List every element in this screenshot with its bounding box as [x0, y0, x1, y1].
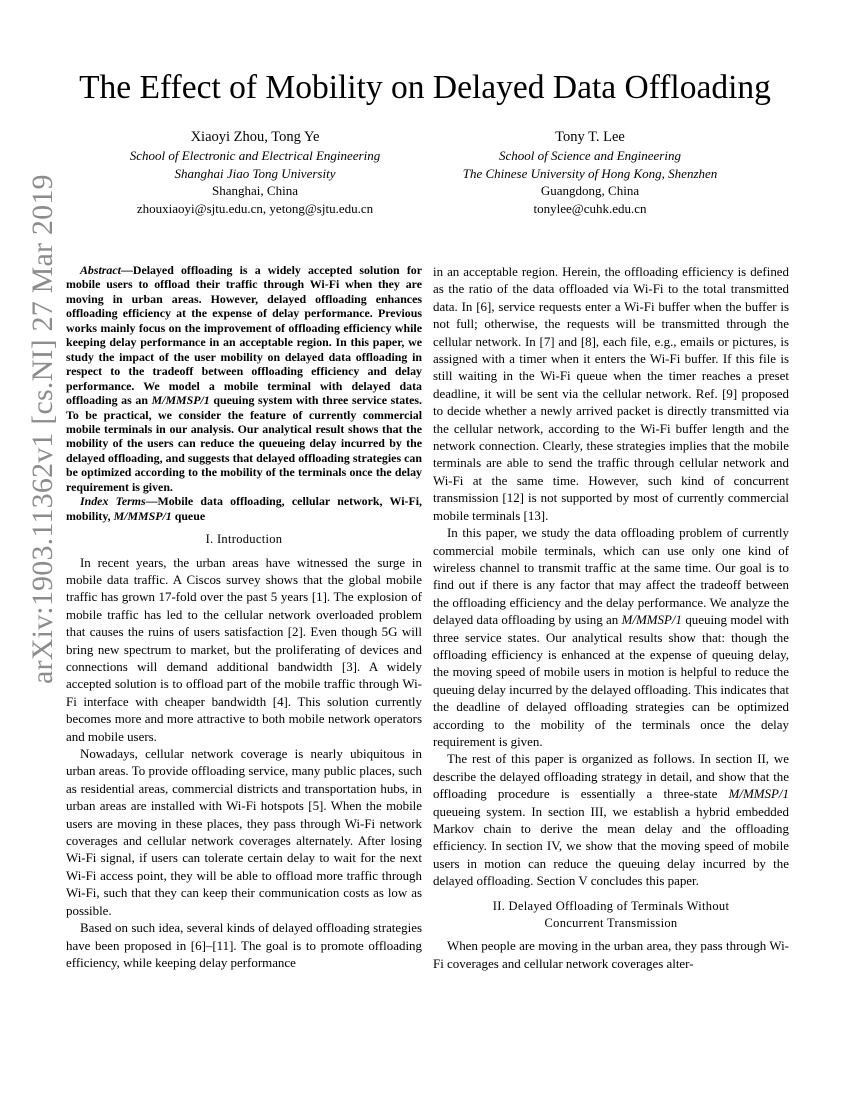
section-heading-introduction: I. Introduction — [205, 532, 283, 547]
paragraph-text: In this paper, we study the data offloading problem of currently commercial mobile terminals, which can use only one kind of wireless channel to transmit traffic at the same time. Our goal is to find out if there is any factor that may affect the tradeoff between the offloading efficiency and the delay performance. We analyze the delayed data offloading by using an — [433, 525, 789, 628]
paragraph: When people are moving in the urban area, they pass through Wi-Fi coverages and cellular network coverages alter- — [433, 938, 789, 971]
index-terms — [66, 494, 422, 523]
index-terms-text: queue — [171, 508, 206, 523]
left-column — [66, 263, 422, 971]
author-university: The Chinese University of Hong Kong, Shenzhen — [462, 165, 718, 181]
queue-model-name: M/MMSP/1 — [728, 786, 789, 802]
paragraph-text: queueing system. In section III, we establish a hybrid embedded Markov chain to derive the mean delay and the offloading efficiency. In section IV, we show that the moving speed of mobile users in motion can reduce the queuing delay incurred by the delayed offloading. Section V concludes this paper. — [433, 803, 789, 889]
index-terms-label: Index Terms — [80, 494, 146, 509]
author-block-left — [70, 128, 440, 217]
author-names: Tony T. Lee — [555, 129, 625, 145]
author-department: School of Electronic and Electrical Engineering — [129, 148, 381, 163]
section-heading-line: Concurrent Transmission — [544, 916, 678, 931]
abstract-text: —Delayed offloading is a widely accepted solution for mobile users to offload their traffic through Wi-Fi when they are moving in urban areas. However, delayed offloading enhances offloading efficiency at the expense of delay performance. Previous works mainly focus on the improvement of offloading efficiency while keeping delay performance in an acceptable region. In this paper, we study the impact of the user mobility on delayed data offloading in respect to the tradeoff between offloading efficiency and delay performance. We model a mobile terminal with delayed data offloading as an — [66, 263, 422, 408]
paragraph-continued: in an acceptable region. Herein, the offloading efficiency is defined as the ratio of the data offloaded via Wi-Fi to the total transmitted data. In [6], service requests enter a Wi-Fi buffer when the buffer is not full; otherwise, the requests will be transmitted through the cellular network. In [7] and [8], each file, e.g., emails or pictures, is assigned with a timer when it enters the Wi-Fi buffer. If this file is still waiting in the Wi-Fi queue when the timer reaches a preset deadline, it will be sent via the cellular network. Ref. [9] proposed to decide whether a newly arrived packet is directly transmitted via the cellular network, according to the Wi-Fi buffer length and the network connection. Clearly, these strategies implies that the mobile terminals are able to send the traffic through cellular network and Wi-Fi at the same time. However, such kind of concurrent transmission [12] is not supported by most of currently commercial mobile terminals [13]. — [433, 264, 789, 523]
author-city: Shanghai, China — [212, 183, 298, 198]
paragraph: Nowadays, cellular network coverage is nearly ubiquitous in urban areas. To provide offloading service, many public places, such as residential areas, commercial districts and transportation hubs, in urban areas are installed with Wi-Fi hotspots [5]. When the mobile users are moving in these places, they pass through Wi-Fi network coverages and cellular network coverages alternately. After losing Wi-Fi signal, if users can tolerate certain delay to wait for the next Wi-Fi access point, they will be able to offload more traffic through Wi-Fi, such that they can keep their communication costs as low as possible. — [66, 746, 422, 918]
queue-model-name: M/MMSP/1 — [151, 393, 210, 408]
section-heading-line: II. Delayed Offloading of Terminals Without — [492, 898, 730, 913]
paragraph — [433, 750, 789, 889]
author-names: Xiaoyi Zhou, Tong Ye — [190, 129, 320, 145]
abstract — [66, 263, 422, 494]
author-block-right — [405, 128, 775, 217]
abstract-text: queuing system with three service states. To be practical, we consider the feature of currently commercial mobile terminals in our analysis. Our analytical result shows that the mobility of the users can reduce the queueing delay incurred by the delayed offloading, and suggests that delayed offloading strategies can be optimized according to the mobility of the terminals once the delay requirement is given. — [66, 393, 422, 494]
author-university: Shanghai Jiao Tong University — [174, 165, 336, 181]
author-email: tonylee@cuhk.edu.cn — [533, 200, 647, 216]
abstract-label: Abstract — [80, 263, 121, 277]
queue-model-name: M/MMSP/1 — [621, 612, 682, 628]
section-heading-2 — [433, 898, 789, 933]
paragraph — [433, 524, 789, 750]
queue-model-name: M/MMSP/1 — [113, 508, 172, 523]
paragraph: In recent years, the urban areas have witnessed the surge in mobile data traffic. A Ciscos survey shows that the global mobile traffic has grown 17-fold over the past 5 years [1]. The explosion of mobile traffic has led to the cellular network overloaded problem that causes the ruins of users satisfaction [2]. Even though 5G will bring new spectrum to market, but the proliferating of devices and connections will demand additional bandwidth [3]. A widely accepted solution is to offload part of the mobile traffic through Wi-Fi interface with cheaper bandwidth [4]. This solution currently becomes more and more attractive to both mobile network operators and mobile users. — [66, 554, 422, 744]
author-department: School of Science and Engineering — [499, 148, 681, 163]
paragraph-text: The rest of this paper is organized as follows. In section II, we describe the delayed offloading strategy in detail, and show that the offloading procedure is essentially a three-state — [433, 751, 789, 802]
index-terms-text: —Mobile data offloading, cellular network, Wi-Fi, mobility, — [66, 494, 422, 523]
paragraph: Based on such idea, several kinds of delayed offloading strategies have been proposed in [6]–[11]. The goal is to promote offloading efficiency, while keeping delay performance — [66, 920, 422, 970]
paper-title: The Effect of Mobility on Delayed Data Offloading — [79, 69, 771, 106]
right-column — [433, 263, 789, 972]
arxiv-identifier-stamp: arXiv:1903.11362v1 [cs.NI] 27 Mar 2019 — [26, 174, 59, 684]
author-city: Guangdong, China — [540, 183, 640, 198]
paragraph-text: queuing model with three service states. Our analytical results show that: though the offloading efficiency is enhanced at the expense of queuing delay, the moving speed of mobile users in motion is helpful to reduce the queuing delay incurred by the delayed offloading. This indicates that the deadline of delayed offloading strategies can be optimized according to the mobility of the terminals once the delay requirement is given. — [433, 612, 789, 749]
author-email: zhouxiaoyi@sjtu.edu.cn, yetong@sjtu.edu.cn — [136, 200, 374, 216]
